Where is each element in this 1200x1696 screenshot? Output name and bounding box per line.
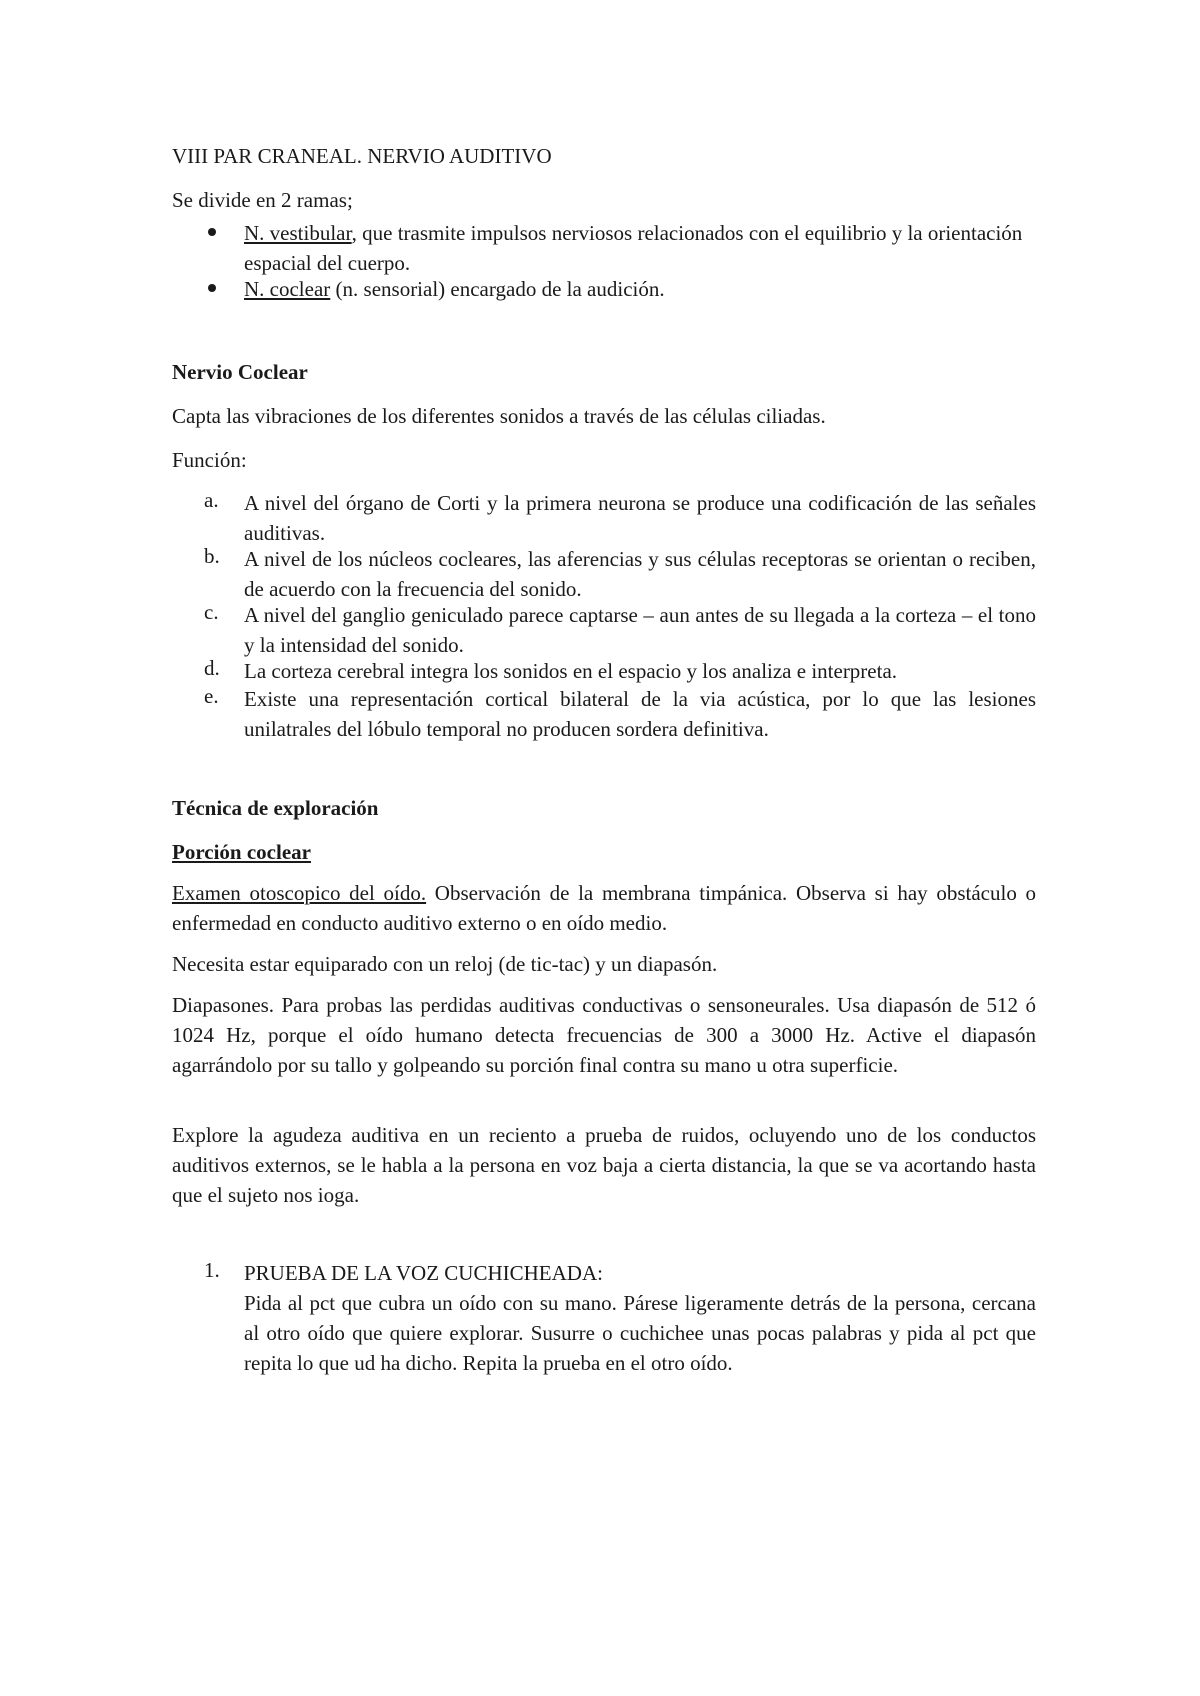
bullet-icon <box>208 228 216 236</box>
test-title: PRUEBA DE LA VOZ CUCHICHEADA: <box>244 1261 603 1285</box>
technique-heading: Técnica de exploración <box>172 796 379 820</box>
diapasones-paragraph: Diapasones. Para probas las perdidas auditivas conductivas o sensoneurales. Usa diapasón de 512 ó 1024 Hz, porque el oído humano detecta frecuencias de 300 a 3000 Hz. Active el diapasón agarrándolo por su tallo y golpeando su porción final contra su mano u otra superficie. <box>172 993 1036 1077</box>
exam-text: Observación de la membrana timpánica. Observa si hay obstáculo o enfermedad en conducto auditivo externo o en oído medio. <box>172 881 1037 935</box>
list-marker: e. <box>204 684 219 708</box>
test-content <box>244 1258 1036 1378</box>
list-marker: b. <box>204 544 220 568</box>
branch-text <box>244 218 1036 278</box>
exam-label: Examen otoscopico del oído. <box>172 881 427 905</box>
explore-paragraph: Explore la agudeza auditiva en un reciento a prueba de ruidos, ocluyendo uno de los conductos auditivos externos, se le habla a la persona en voz baja a cierta distancia, la que se va acortando hasta que el sujeto nos ioga. <box>172 1123 1036 1207</box>
intro-text: Se divide en 2 ramas; <box>172 188 353 212</box>
document-title: VIII PAR CRANEAL. NERVIO AUDITIVO <box>172 144 552 168</box>
branch-description: , que trasmite impulsos nerviosos relacionados con el equilibrio y la orientación espacial del cuerpo. <box>244 221 1023 275</box>
test-text: Pida al pct que cubra un oído con su mano. Párese ligeramente detrás de la persona, cercana al otro oído que quiere explorar. Susurre o cuchichee unas pocas palabras y pida al pct que repita lo que ud ha dicho. Repita la prueba en el otro oído. <box>244 1291 1036 1375</box>
function-text: A nivel de los núcleos cocleares, las aferencias y sus células receptoras se orientan o reciben, de acuerdo con la frecuencia del sonido. <box>244 547 1036 601</box>
branch-text <box>244 274 1036 304</box>
bullet-icon <box>208 284 216 292</box>
equipment-paragraph: Necesita estar equiparado con un reloj (de tic-tac) y un diapasón. <box>172 952 718 976</box>
list-marker: d. <box>204 656 220 680</box>
branch-description: (n. sensorial) encargado de la audición. <box>330 277 665 301</box>
function-label: Función: <box>172 448 247 472</box>
function-text: A nivel del ganglio geniculado parece captarse – aun antes de su llegada a la corteza – el tono y la intensidad del sonido. <box>244 603 1036 657</box>
function-text: A nivel del órgano de Corti y la primera neurona se produce una codificación de las señales auditivas. <box>244 491 1036 545</box>
function-text: Existe una representación cortical bilateral de la via acústica, por lo que las lesiones unilatrales del lóbulo temporal no producen sordera definitiva. <box>244 687 1036 741</box>
function-text: La corteza cerebral integra los sonidos en el espacio y los analiza e interpreta. <box>244 659 898 683</box>
list-marker: c. <box>204 600 219 624</box>
list-marker: a. <box>204 488 219 512</box>
coclear-heading: Nervio Coclear <box>172 360 308 384</box>
branch-name: N. coclear <box>244 277 331 301</box>
technique-subheading: Porción coclear <box>172 840 311 864</box>
list-marker: 1. <box>204 1258 220 1282</box>
coclear-description: Capta las vibraciones de los diferentes sonidos a través de las células ciliadas. <box>172 404 826 428</box>
exam-paragraph <box>172 878 1036 938</box>
branch-name: N. vestibular <box>244 221 352 245</box>
